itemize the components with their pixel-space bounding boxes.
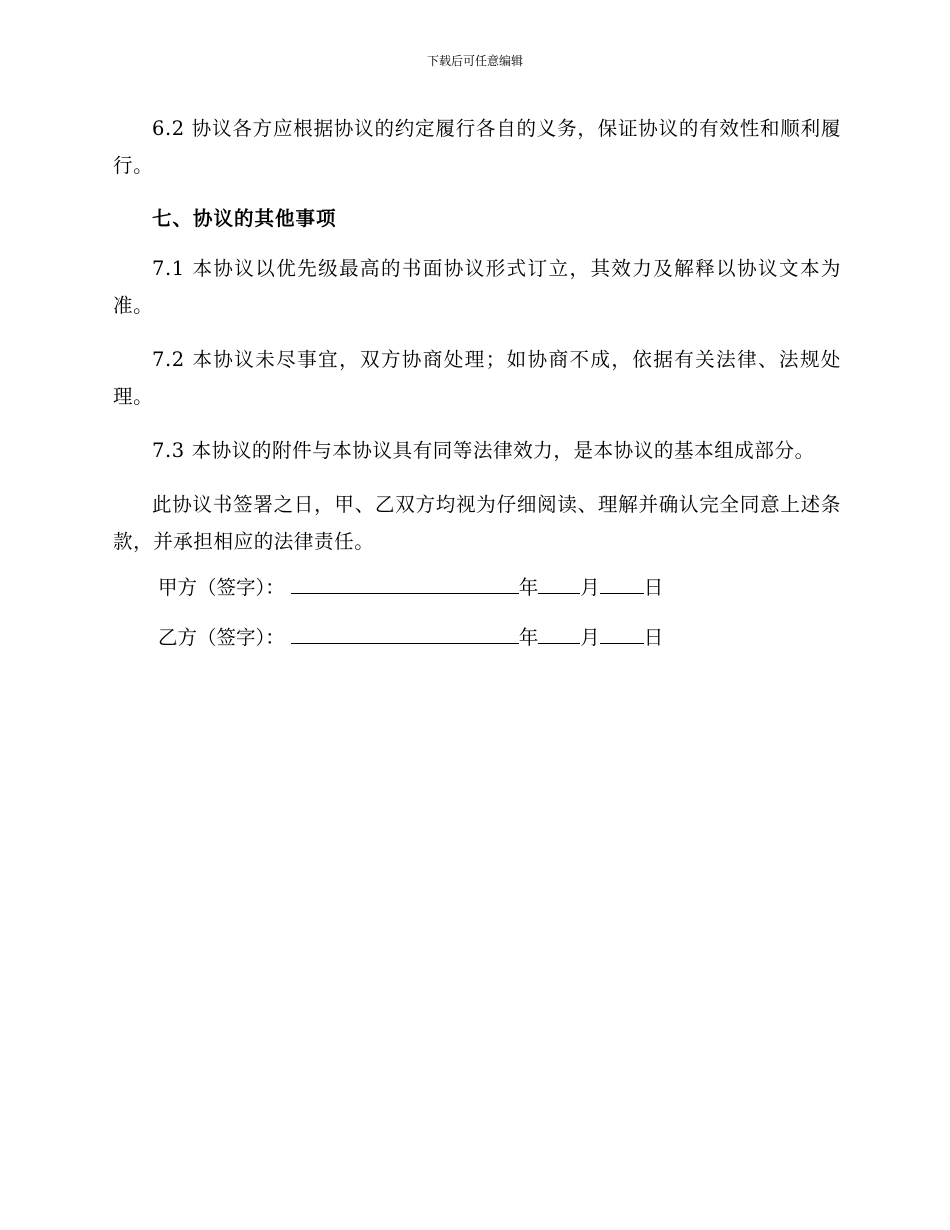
clause-6-2: 6.2 协议各方应根据协议的约定履行各自的义务，保证协议的有效性和顺利履行。 <box>113 117 841 177</box>
party-a-day-label: 日 <box>643 576 664 599</box>
party-a-signature-line <box>113 570 841 620</box>
party-a-month-label: 月 <box>580 576 600 599</box>
party-a-year-label: 年 <box>518 576 539 599</box>
party-b-year-label: 年 <box>518 626 539 649</box>
party-a-month-blank[interactable] <box>538 573 580 594</box>
party-b-name-blank[interactable] <box>291 623 519 644</box>
clause-7-1: 7.1 本协议以优先级最高的书面协议形式订立，其效力及解释以协议文本为准。 <box>113 257 841 317</box>
party-b-day-label: 日 <box>643 626 664 649</box>
party-a-label: 甲方（签字）： <box>158 576 285 599</box>
confirmation-paragraph: 此协议书签署之日，甲、乙双方均视为仔细阅读、理解并确认完全同意上述条款，并承担相应的法律责任。 <box>113 493 841 553</box>
clause-7-3: 7.3 本协议的附件与本协议具有同等法律效力，是本协议的基本组成部分。 <box>152 439 815 462</box>
party-a-name-blank[interactable] <box>291 573 519 594</box>
party-a-day-blank[interactable] <box>600 573 644 594</box>
party-b-month-blank[interactable] <box>538 623 580 644</box>
party-b-label: 乙方（签字）： <box>158 626 285 649</box>
document-body <box>113 110 841 670</box>
party-b-day-blank[interactable] <box>600 623 644 644</box>
page-header: 下载后可任意编辑 <box>426 54 523 68</box>
section-7-heading: 七、协议的其他事项 <box>152 207 337 230</box>
clause-7-2: 7.2 本协议未尽事宜，双方协商处理；如协商不成，依据有关法律、法规处理。 <box>113 348 841 408</box>
party-b-signature-line <box>113 620 841 670</box>
party-b-month-label: 月 <box>580 626 600 649</box>
